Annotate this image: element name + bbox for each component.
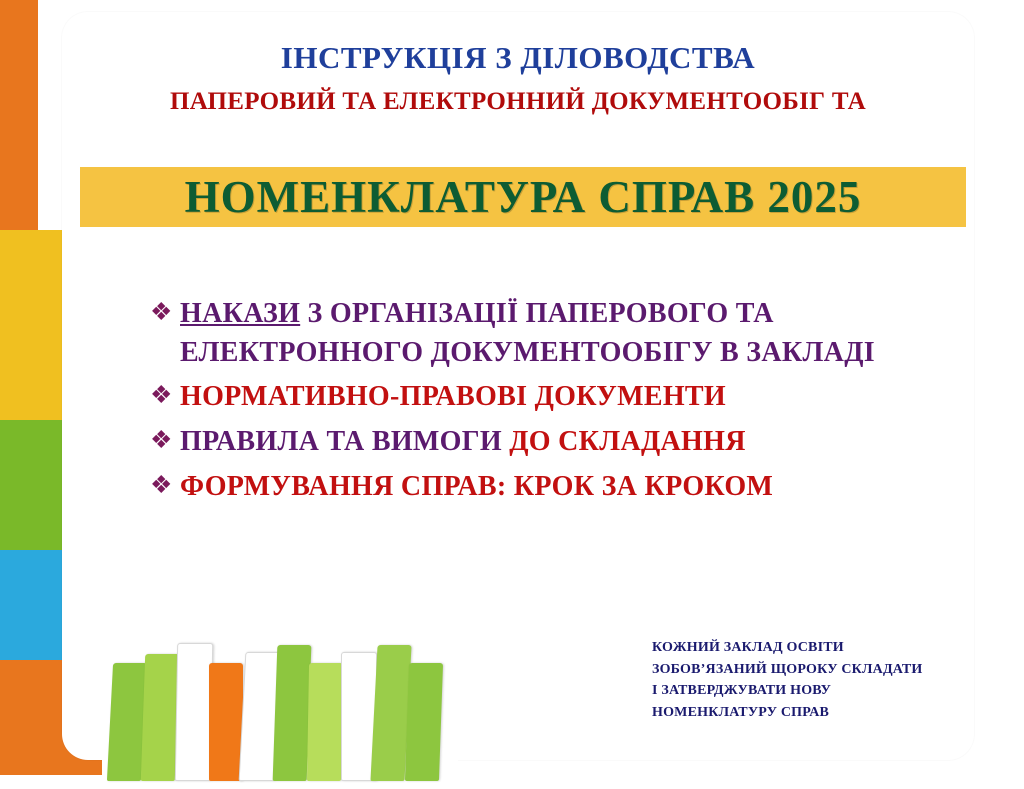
- bullet-text: [180, 423, 940, 462]
- side-note: [652, 637, 962, 724]
- bullet-text-segment: ПРАВИЛА ТА ВИМОГИ: [180, 425, 510, 457]
- bullet-text: [180, 378, 940, 417]
- folders-photo: [102, 617, 458, 787]
- bullet-diamond-icon: ❖: [150, 471, 173, 499]
- bullet-item: [150, 295, 940, 372]
- bullet-text-segment: ДО СКЛАДАННЯ: [509, 425, 746, 457]
- side-note-line: КОЖНИЙ ЗАКЛАД ОСВІТИ: [652, 640, 844, 655]
- bullet-item: [150, 423, 940, 462]
- side-note-line: ЗОБОВ’ЯЗАНИЙ ЩОРОКУ СКЛАДАТИ: [652, 661, 923, 677]
- bullet-diamond-icon: ❖: [150, 382, 173, 410]
- right-edge-mask: [1010, 0, 1024, 789]
- bullet-diamond-icon: ❖: [150, 299, 173, 326]
- bullet-item: [150, 378, 940, 417]
- bullet-text-segment: ФОРМУВАННЯ СПРАВ: КРОК ЗА КРОКОМ: [180, 470, 774, 502]
- bullet-text-segment: НОРМАТИВНО-ПРАВОВІ ДОКУМЕНТИ: [180, 381, 726, 413]
- slide-subtitle: ПАПЕРОВИЙ ТА ЕЛЕКТРОННИЙ ДОКУМЕНТООБІГ ТА: [170, 88, 866, 115]
- bullet-text: [180, 468, 940, 507]
- banner-title: НОМЕНКЛАТУРА СПРАВ 2025: [184, 172, 862, 222]
- side-note-line: НОМЕНКЛАТУРУ СПРАВ: [652, 705, 830, 721]
- bullet-diamond-icon: ❖: [150, 426, 173, 454]
- folder-item: [141, 654, 179, 781]
- bullet-text-segment: НАКАЗИ: [180, 298, 301, 329]
- folder-item: [175, 643, 213, 781]
- bullet-item: [150, 468, 940, 507]
- side-note-line: І ЗАТВЕРДЖУВАТИ НОВУ: [652, 683, 832, 699]
- folder-item: [405, 663, 443, 781]
- bullet-list: [150, 295, 940, 512]
- folder-item: [209, 663, 243, 781]
- bullet-text: [180, 295, 940, 372]
- folder-item: [307, 663, 343, 781]
- slide-title: ІНСТРУКЦІЯ З ДІЛОВОДСТВА: [280, 40, 756, 75]
- folder-item: [273, 645, 312, 781]
- bullet-text-segment: З ОРГАНІЗАЦІЇ ПАПЕРОВОГО ТА ЕЛЕКТРОННОГО ДОКУМЕНТООБІГУ В ЗАКЛАДІ: [180, 298, 875, 368]
- content-card: [62, 12, 974, 760]
